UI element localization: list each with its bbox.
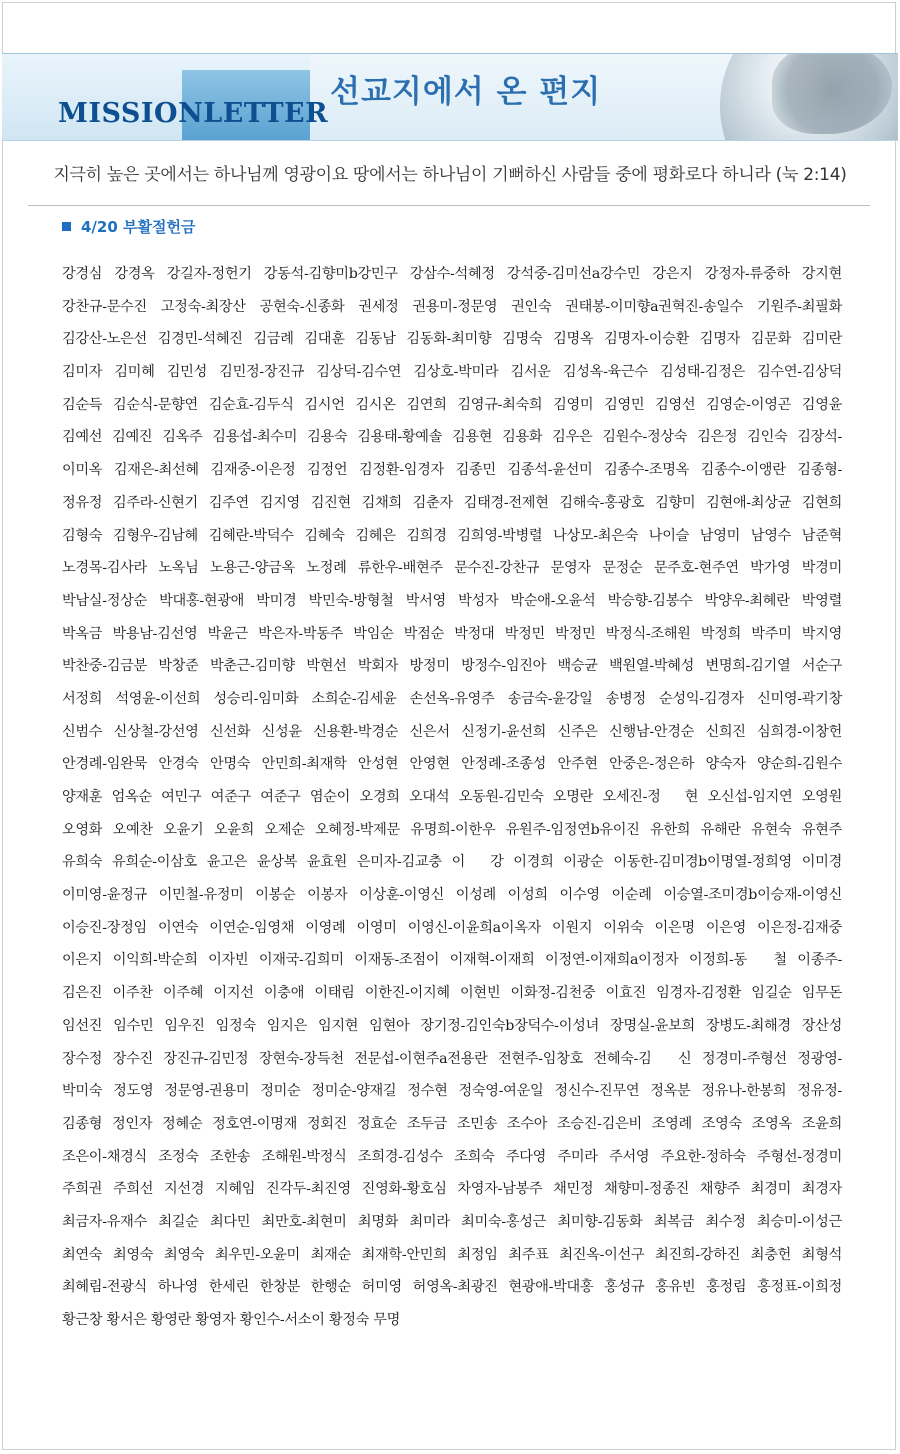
name-line: 정유정 김주라-신현기 김주연 김지영 김진현 김채희 김춘자 김태경-전제현 김해숙-홍광호 김향미 김현애-최상균 김현희: [62, 494, 842, 511]
name-line: 박찬중-김금분 박창준 박춘근-김미향 박현선 박회자 방정미 방정수-임진아 백승균 백원열-박혜성 변명희-김기열 서순구: [62, 658, 842, 675]
mission-letter-header: [2, 53, 898, 141]
logo-word-mission: MISSION: [58, 98, 204, 129]
section-title: 4/20 부활절헌금: [81, 218, 196, 236]
name-line: 강경심 강경옥 강길자-정헌기 강동석-김향미b강민구 강삼수-석혜정 강석중-김미선a강수민 강은지 강정자-류중하 강지현: [62, 266, 842, 282]
name-line: 이미영-윤정규 이민철-유정미 이봉순 이봉자 이상훈-이영신 이성례 이성희 이수영 이순례 이승열-조미경b이승재-이영신: [62, 887, 842, 904]
name-line: 이미옥 김재은-최선혜 김재중-이은정 김정언 김정환-임경자 김종민 김종석-윤선미 김종수-조명옥 김종수-이앵란 김종형-: [62, 462, 842, 479]
name-line: 강찬규-문수진 고정숙-최장산 공현숙-신종화 권세정 권용미-정문영 권인숙 권태봉-이미향a권혁진-송일수 기원주-최필화: [62, 298, 842, 315]
name-line: 김순득 김순식-문향연 김순효-김두식 김시언 김시온 김연희 김영규-최숙희 김영미 김영민 김영선 김영순-이영곤 김영윤: [62, 396, 842, 413]
name-line: 황근창 황서은 황영란 황영자 황인수-서소이 황정숙 무명: [62, 1312, 401, 1328]
section-heading: [62, 216, 195, 237]
name-line: 안경례-임완묵 안경숙 안명숙 안민희-최재학 안성현 안영현 안정례-조종성 안주현 안중은-정은하 양숙자 양순희-김원수: [62, 756, 842, 773]
logo-word-letter: LETTER: [203, 98, 329, 129]
name-line: 오영화 오예찬 오윤기 오윤희 오제순 오혜정-박제문 유명희-이한우 유원주-임정연b유이진 유한희 유해란 유현숙 유현주: [62, 821, 842, 838]
name-line: 김미자 김미혜 김민성 김민정-장진규 김상덕-김수연 김상호-박미라 김서운 김성옥-육근수 김성태-김정은 김수연-김상덕: [62, 364, 842, 381]
name-line: 이승진-장정임 이연숙 이연순-임영채 이영례 이영미 이영신-이윤희a이옥자 이원지 이위숙 이은명 이은영 이은정-김재중: [62, 919, 842, 936]
name-line: 최연숙 최영숙 최영숙 최우민-오윤미 최재순 최재학-안민희 최정임 최주표 최진옥-이선구 최진희-강하진 최충헌 최형석: [62, 1246, 842, 1263]
name-line: 양재훈 엄옥순 여민구 여준구 여준구 염순이 오경희 오대석 오동원-김민숙 오명란 오세진-정 현 오신섭-임지연 오영원: [62, 789, 842, 805]
scripture-verse: 지극히 높은 곳에서는 하나님께 영광이요 땅에서는 하나님이 기뻐하신 사람들 중에 평화로다 하니라 (눅 2:14): [53, 165, 847, 185]
name-line: 유희숙 유희순-이삼호 윤고은 윤상복 윤효원 은미자-김교충 이 강 이경희 이광순 이동한-김미경b이명열-정희영 이미경: [62, 854, 842, 871]
name-line: 임선진 임수민 임우진 임정숙 임지은 임지현 임현아 장기정-김인숙b장덕수-이성녀 장명실-윤보희 장병도-최해경 장산성: [62, 1017, 842, 1034]
name-line: 노경목-김사라 노옥님 노용근-양금옥 노정례 류한우-배현주 문수진-강찬규 문영자 문정순 문주호-현주연 박가영 박경미: [62, 560, 842, 577]
logo-area: [2, 54, 329, 140]
name-line: 김강산-노은선 김경민-석혜진 김금례 김대훈 김동남 김동화-최미향 김명숙 김명옥 김명자-이승환 김명자 김문화 김미란: [62, 331, 842, 348]
name-line: 최혜림-전광식 하나영 한세린 한창분 한행순 허미영 허영옥-최광진 현광애-박대홍 홍성규 홍유빈 홍정림 홍정표-이희정: [62, 1279, 842, 1296]
name-line: 박옥금 박용남-김선영 박윤근 박은자-박동주 박임순 박점순 박정대 박정민 박정민 박정식-조해원 박정희 박주미 박지영: [62, 625, 842, 642]
name-line: 김형숙 김형우-김남혜 김혜란-박덕수 김혜숙 김혜은 김희경 김희영-박병렬 나상모-최은숙 나이슬 남영미 남영수 남준혁: [62, 527, 842, 544]
mission-letter-logo: [58, 98, 328, 129]
name-line: 이은지 이익희-박순희 이자빈 이재국-김희미 이재동-조점이 이재혁-이재희 이정연-이재희a이정자 이정희-동 철 이종주-: [62, 952, 842, 969]
name-line: 장수정 장수진 장진규-김민정 장현숙-장득천 전문섭-이현주a전용란 전현주-임창호 전혜숙-김 신 정경미-주형선 정광영-: [62, 1050, 842, 1067]
square-bullet-icon: [62, 222, 71, 231]
divider: [28, 205, 870, 206]
name-line: 김종형 정인자 정혜순 정호연-이명재 정회진 정효순 조두금 조민송 조수아 조승진-김은비 조영례 조영숙 조영옥 조윤희: [62, 1115, 842, 1132]
name-line: 주희권 주희선 지선경 지혜임 진각두-최진영 진영화-황호심 차영자-남봉주 채민정 채향미-정종진 채향주 최경미 최경자: [62, 1181, 842, 1198]
donor-name-list: [62, 258, 842, 1337]
name-line: 박미숙 정도영 정문영-권용미 정미순 정미순-양재길 정수현 정숙영-여운일 정신수-진무연 정옥분 정유나-한봉희 정유정-: [62, 1083, 842, 1100]
name-line: 최금자-유재수 최길순 최다민 최만호-최현미 최명화 최미라 최미숙-홍성근 최미향-김동화 최복금 최수정 최승미-이성근: [62, 1213, 842, 1230]
name-line: 김예선 김예진 김옥주 김용섭-최수미 김용숙 김용태-황예솔 김용현 김용화 김우은 김원수-정상숙 김은정 김인숙 김장석-: [62, 429, 842, 446]
page-title: 선교지에서 온 편지: [330, 74, 602, 110]
name-line: 김은진 이주찬 이주혜 이지선 이충애 이태림 이한진-이지혜 이현빈 이화정-김천중 이효진 임경자-김정환 임길순 임무돈: [62, 985, 842, 1002]
name-line: 조은이-채경식 조정숙 조한송 조해원-박정식 조희경-김성수 조희숙 주다영 주미라 주서영 주요한-정하숙 주형선-정경미: [62, 1148, 842, 1165]
name-line: 신범수 신상철-강선영 신선화 신성윤 신용환-박경순 신은서 신정기-윤선희 신주은 신행남-안경순 신희진 심희경-이창헌: [62, 723, 842, 740]
name-line: 서정희 석영윤-이선희 성승리-임미화 소희순-김세윤 손선옥-유영주 송금숙-윤강일 송병정 순성익-김경자 신미영-곽기창: [62, 690, 842, 707]
name-line: 박남실-정상순 박대홍-현광애 박미경 박민숙-방형철 박서영 박성자 박순애-오윤석 박승향-김봉수 박양우-최혜란 박영렬: [62, 592, 842, 609]
